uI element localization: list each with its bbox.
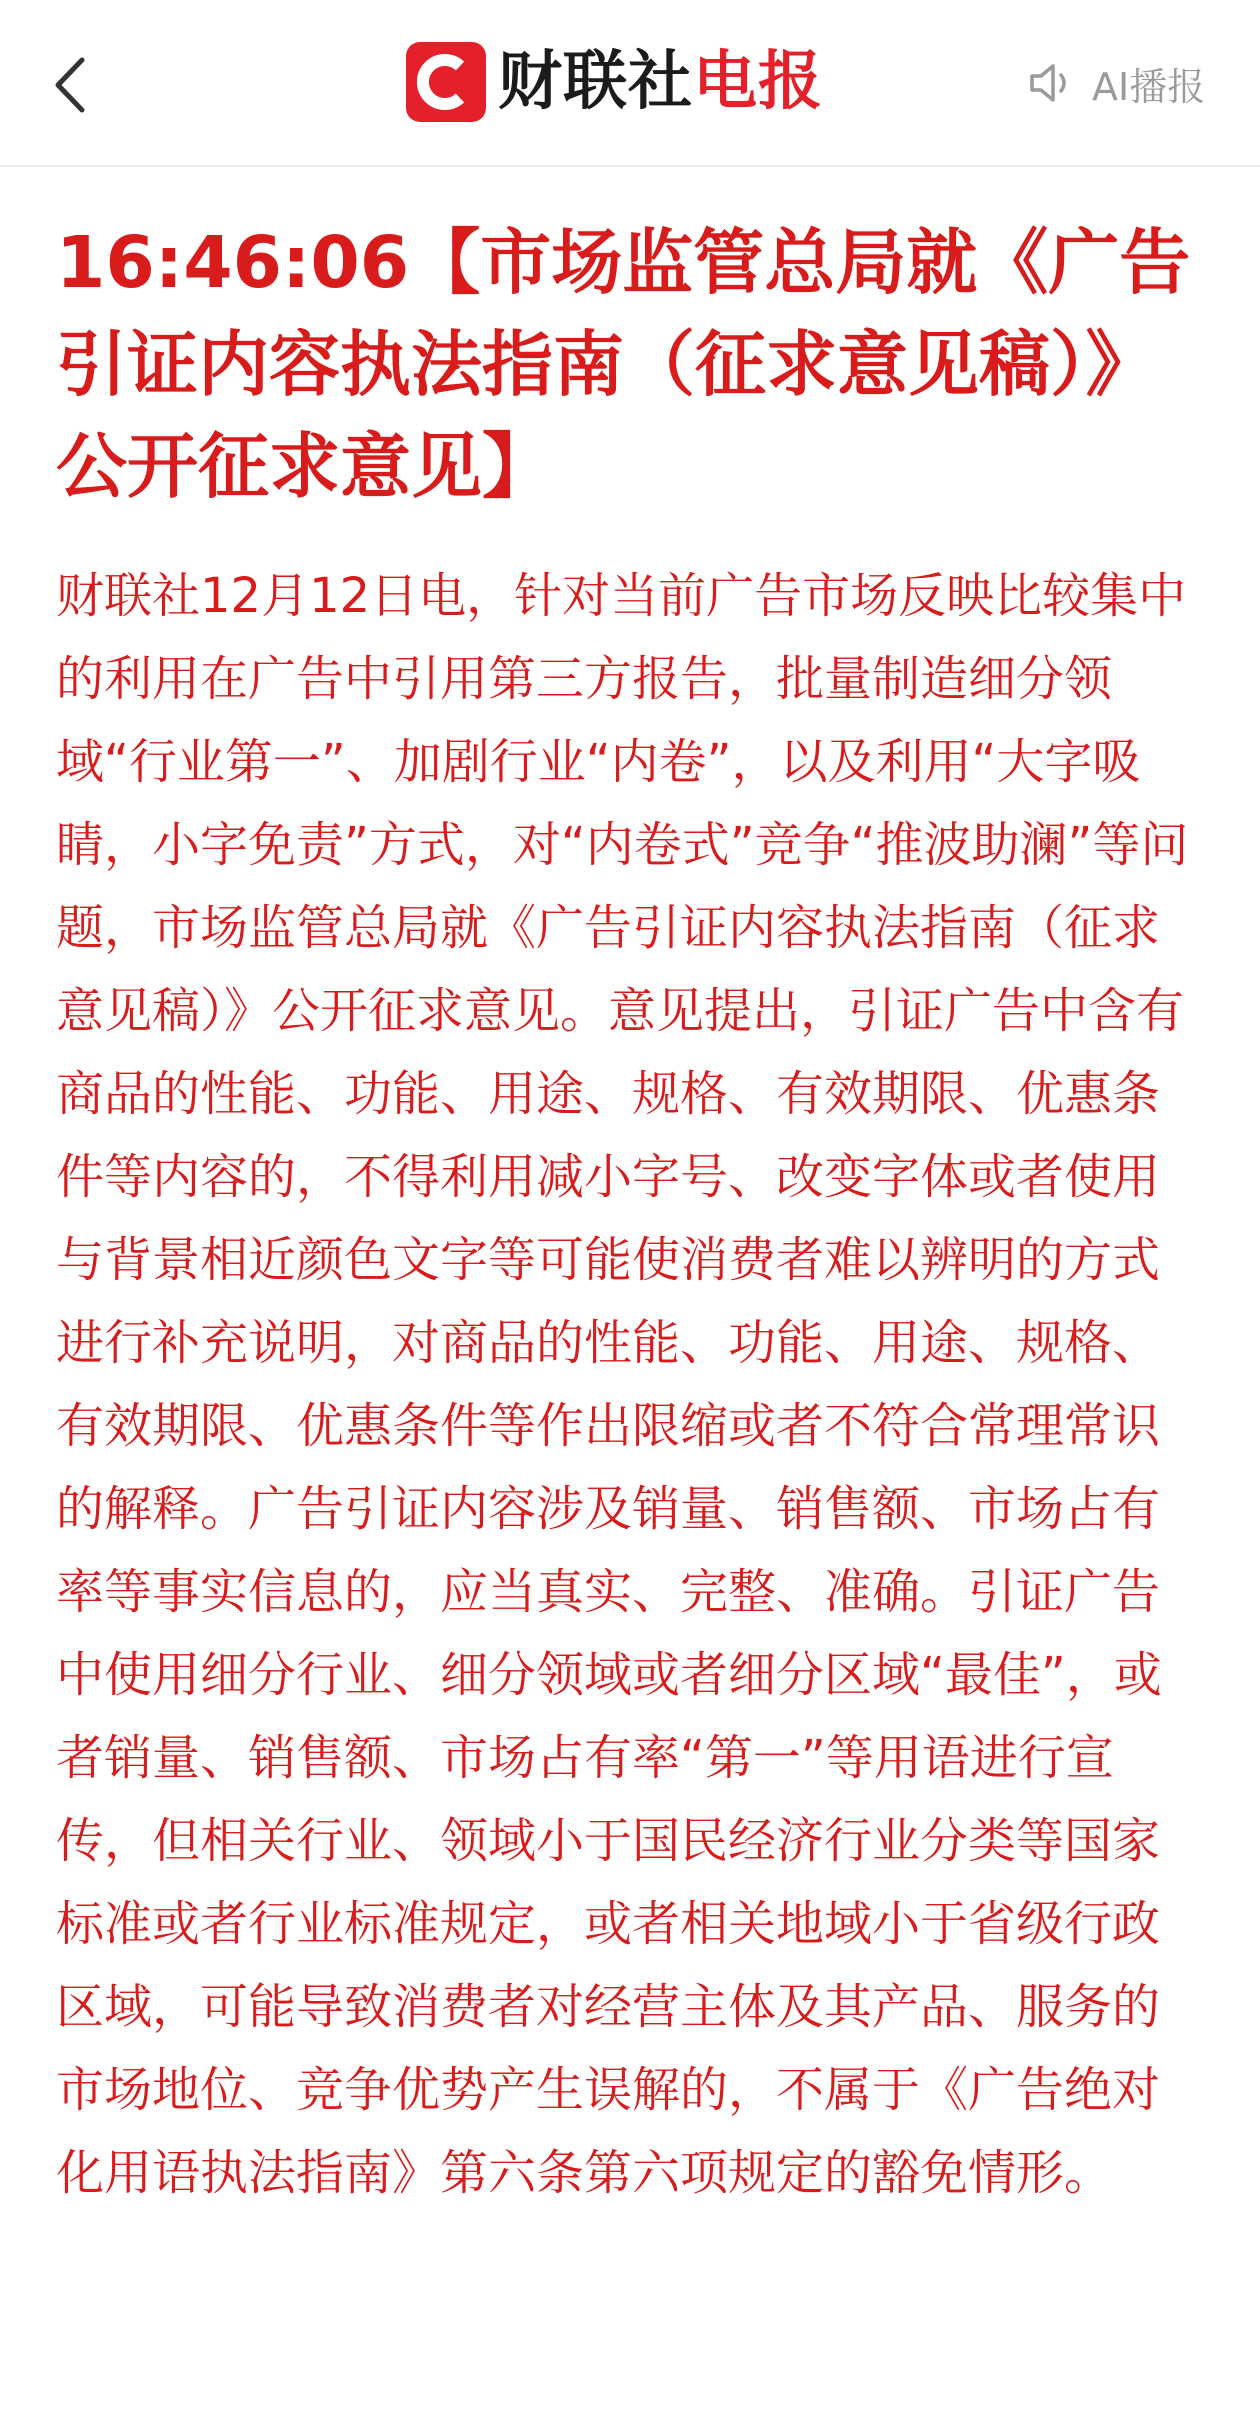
chevron-left-icon	[40, 40, 110, 130]
article-headline: 16:46:06【市场监管总局就《广告引证内容执法指南（征求意见稿）》公开征求意见】	[56, 221, 1191, 508]
ai-broadcast-button[interactable]	[1026, 52, 1205, 114]
top-nav-bar	[0, 0, 1260, 167]
ai-broadcast-label: AI播报	[1092, 64, 1206, 109]
speaker-icon	[1026, 57, 1078, 109]
logo-wordmark	[498, 38, 823, 126]
cls-logo-icon	[406, 42, 486, 122]
back-button[interactable]	[40, 40, 110, 130]
cls-telegraph-logo	[406, 38, 823, 126]
logo-brand-text: 财联社	[498, 45, 693, 119]
article-body: 财联社12月12日电，针对当前广告市场反映比较集中的利用在广告中引用第三方报告，批量制造细分领域“行业第一”、加剧行业“内卷”，以及利用“大字吸睛，小字免责”方式，对“内卷式”竞争“推波助澜”等问题，市场监管总局就《广告引证内容执法指南（征求意见稿）》公开征求意见。意见提出，引证广告中含有商品的性能、功能、用途、规格、有效期限、优惠条件等内容的，不得利用减小字号、改变字体或者使用与背景相近颜色文字等可能使消费者难以辨明的方式进行补充说明，对商品的性能、功能、用途、规格、有效期限、优惠条件等作出限缩或者不符合常理常识的解释。广告引证内容涉及销量、销售额、市场占有率等事实信息的，应当真实、完整、准确。引证广告中使用细分行业、细分领域或者细分区域“最佳”，或者销量、销售额、市场占有率“第一”等用语进行宣传，但相关行业、领域小于国民经济行业分类等国家标准或者行业标准规定，或者相关地域小于省级行政区域，可能导致消费者对经营主体及其产品、服务的市场地位、竞争优势产生误解的，不属于《广告绝对化用语执法指南》第六条第六项规定的豁免情形。	[56, 568, 1189, 2201]
logo-product-text: 电报	[693, 45, 823, 119]
